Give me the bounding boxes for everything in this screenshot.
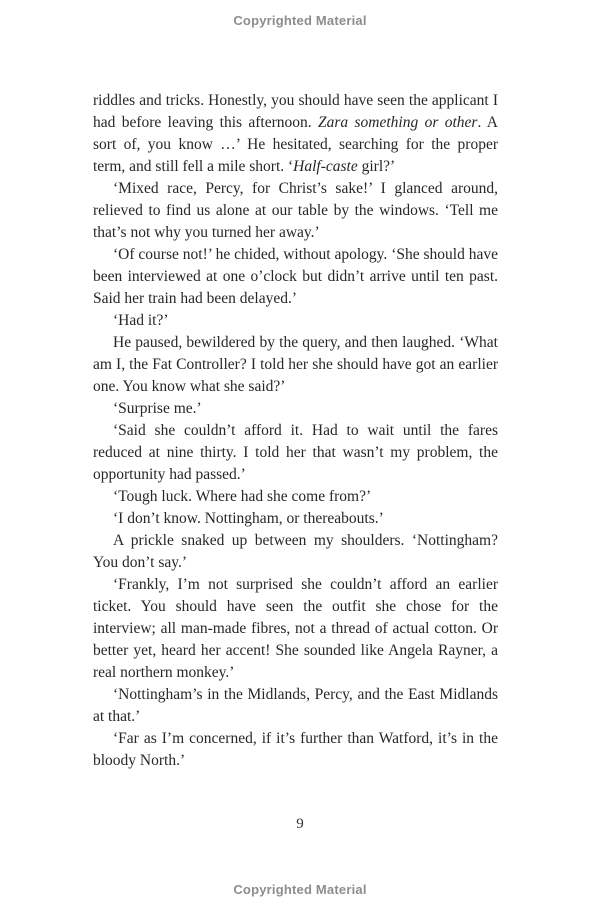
text-run: ‘Far as I’m concerned, if it’s further than Watford, it’s in the bloody North.’ [93,730,498,769]
italic-text-run: Zara something or other [318,114,478,131]
paragraph [93,244,498,310]
text-run: A prickle snaked up between my shoulders. ‘Nottingham? You don’t say.’ [93,532,498,571]
text-run: ‘Nottingham’s in the Midlands, Percy, and the East Midlands at that.’ [93,686,498,725]
paragraph [93,332,498,398]
paragraph [93,486,498,508]
text-run: ‘Tough luck. Where had she come from?’ [113,488,372,505]
paragraph [93,508,498,530]
paragraph [93,310,498,332]
page-number: 9 [296,816,304,832]
paragraph [93,90,498,178]
text-run: girl?’ [357,158,396,175]
copyright-notice-top: Copyrighted Material [233,13,367,28]
paragraph [93,684,498,728]
text-run: He paused, bewildered by the query, and then laughed. ‘What am I, the Fat Controller? I told her she should have got an earlier one. You know what she said?’ [93,334,498,395]
copyright-notice-bottom: Copyrighted Material [233,882,367,897]
text-run: ‘Surprise me.’ [113,400,202,417]
paragraph [93,530,498,574]
text-run: ‘Mixed race, Percy, for Christ’s sake!’ I glanced around, relieved to find us alone at our table by the windows. ‘Tell me that’s not why you turned her away.’ [93,180,498,241]
italic-text-run: Half-caste [293,158,358,175]
body-text [93,90,498,772]
text-run: ‘Of course not!’ he chided, without apology. ‘She should have been interviewed at one o’clock but didn’t arrive until ten past. Said her train had been delayed.’ [93,246,498,307]
paragraph [93,398,498,420]
paragraph [93,178,498,244]
text-run: ‘Frankly, I’m not surprised she couldn’t afford an earlier ticket. You should have seen the outfit she chose for the interview; all man-made fibres, not a thread of actual cotton. Or better yet, heard her accent! She sounded like Angela Rayner, a real northern monkey.’ [93,576,498,681]
paragraph [93,574,498,684]
text-run: . A sort of, you know …’ He hesitated, searching for the proper term, and still fell a mile short. ‘ [93,114,499,175]
text-run: ‘Had it?’ [113,312,169,329]
paragraph [93,420,498,486]
text-run: ‘Said she couldn’t afford it. Had to wait until the fares reduced at nine thirty. I told her that wasn’t my problem, the opportunity had passed.’ [93,422,498,483]
paragraph [93,728,498,772]
text-run: riddles and tricks. Honestly, you should have seen the applicant I had before leaving this afternoon. [93,92,498,131]
text-run: ‘I don’t know. Nottingham, or thereabouts.’ [113,510,384,527]
